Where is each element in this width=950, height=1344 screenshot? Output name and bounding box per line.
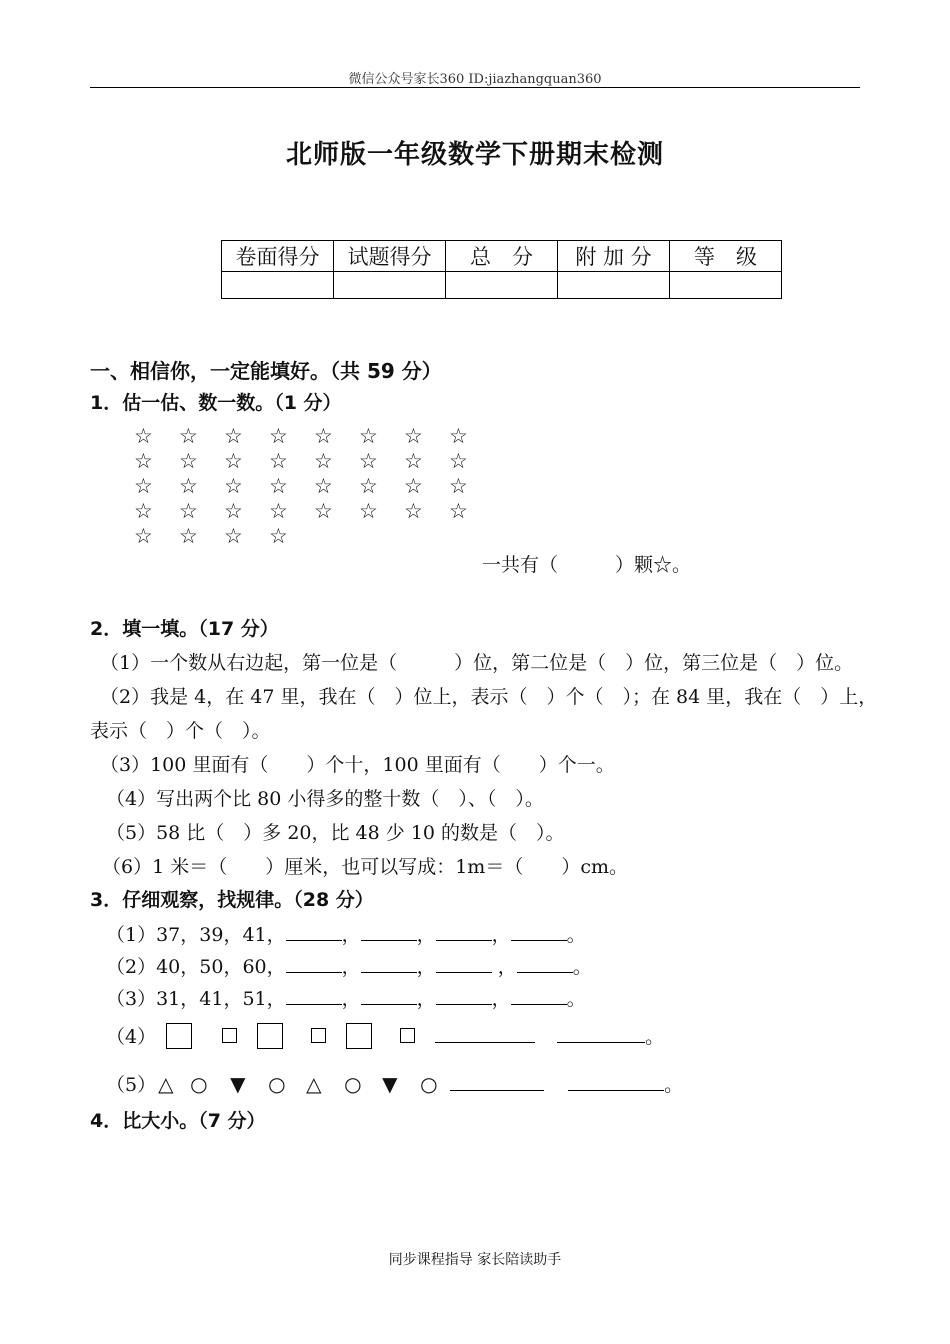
- star-icon: ☆: [359, 474, 378, 498]
- star-icon: ☆: [359, 449, 378, 473]
- fill-in-line: （5）58 比（ ）多 20，比 48 少 10 的数是（ ）。: [106, 822, 565, 844]
- sequence-line-3: （3）31，41，51， ， ， ， 。: [106, 988, 586, 1010]
- answer-blank[interactable]: [361, 988, 417, 1005]
- star-row: [134, 524, 494, 549]
- star-count-answer-line: 一共有（ ）颗☆。: [482, 554, 692, 576]
- star-icon: ☆: [314, 424, 333, 448]
- pattern-end: 。: [645, 1026, 665, 1048]
- star-icon: ☆: [179, 524, 198, 548]
- filled-down-triangle-icon: ▼: [382, 1071, 398, 1096]
- sequence-label: （1）37，39，41，: [106, 924, 286, 946]
- star-icon: ☆: [269, 449, 288, 473]
- star-icon: ☆: [449, 499, 468, 523]
- sequence-end: 。: [566, 924, 586, 946]
- sequence-end: 。: [572, 956, 592, 978]
- page-header: 微信公众号家长360 ID:jiazhangquan360: [348, 72, 602, 87]
- triangle-icon: △: [306, 1071, 322, 1096]
- star-icon: ☆: [134, 424, 153, 448]
- answer-blank[interactable]: [361, 956, 417, 973]
- score-header-cell: 总 分: [446, 241, 558, 272]
- score-table-header-row: [222, 241, 782, 272]
- circle-icon: ○: [344, 1071, 362, 1096]
- score-table-value-row: [222, 272, 782, 299]
- star-icon: ☆: [449, 449, 468, 473]
- score-header-cell: 附 加 分: [558, 241, 670, 272]
- answer-blank[interactable]: [286, 956, 342, 973]
- fill-in-line: （3）100 里面有（ ）个十，100 里面有（ ）个一。: [100, 754, 615, 776]
- star-icon: ☆: [134, 449, 153, 473]
- circle-icon: ○: [268, 1071, 286, 1096]
- answer-blank[interactable]: [511, 988, 567, 1005]
- star-icon: ☆: [359, 499, 378, 523]
- pattern-end: 。: [664, 1074, 684, 1096]
- score-value-cell[interactable]: [446, 272, 558, 299]
- star-row: [134, 499, 494, 524]
- answer-blank[interactable]: [436, 988, 492, 1005]
- star-icon: ☆: [314, 499, 333, 523]
- answer-blank[interactable]: [436, 924, 492, 941]
- star-icon: ☆: [449, 424, 468, 448]
- shape-pattern-line-4: [106, 1022, 664, 1049]
- star-grid: [134, 424, 494, 549]
- answer-blank[interactable]: [361, 924, 417, 941]
- circle-icon: ○: [420, 1071, 438, 1096]
- score-value-cell[interactable]: [334, 272, 446, 299]
- sequence-line-1: （1）37，39，41， ， ， ， 。: [106, 924, 586, 946]
- star-icon: ☆: [224, 474, 243, 498]
- circle-icon: ○: [190, 1071, 208, 1096]
- star-icon: ☆: [404, 424, 423, 448]
- answer-blank[interactable]: [286, 924, 342, 941]
- star-icon: ☆: [179, 499, 198, 523]
- star-icon: ☆: [314, 449, 333, 473]
- star-icon: ☆: [314, 474, 333, 498]
- answer-blank[interactable]: [450, 1076, 544, 1091]
- star-icon: ☆: [224, 499, 243, 523]
- small-square-icon: [222, 1028, 237, 1043]
- question-2-heading: 2．填一填。（17 分）: [90, 618, 279, 640]
- star-icon: ☆: [269, 424, 288, 448]
- question-1-heading: 1．估一估、数一数。（1 分）: [90, 392, 342, 414]
- score-table: [221, 240, 782, 299]
- sequence-end: 。: [566, 988, 586, 1010]
- answer-blank[interactable]: [517, 956, 573, 973]
- question-4-heading: 4．比大小。（7 分）: [90, 1110, 266, 1132]
- page-footer: 同步课程指导 家长陪读助手: [388, 1252, 562, 1268]
- triangle-icon: △: [158, 1071, 174, 1096]
- small-square-icon: [311, 1028, 326, 1043]
- star-row: [134, 474, 494, 499]
- star-icon: ☆: [404, 449, 423, 473]
- shape-pattern-line-5: [106, 1070, 683, 1097]
- star-icon: ☆: [134, 524, 153, 548]
- filled-down-triangle-icon: ▼: [230, 1071, 246, 1096]
- star-icon: ☆: [404, 499, 423, 523]
- score-header-cell: 等 级: [670, 241, 782, 272]
- small-square-icon: [400, 1028, 415, 1043]
- fill-in-line: （4）写出两个比 80 小得多的整十数（ ）、（ ）。: [106, 788, 544, 810]
- answer-blank[interactable]: [557, 1028, 645, 1043]
- sequence-label: （2）40，50，60，: [106, 956, 286, 978]
- score-value-cell[interactable]: [222, 272, 334, 299]
- star-icon: ☆: [269, 524, 288, 548]
- score-value-cell[interactable]: [558, 272, 670, 299]
- star-icon: ☆: [449, 474, 468, 498]
- pattern-label: （5）: [106, 1074, 157, 1096]
- score-value-cell[interactable]: [670, 272, 782, 299]
- answer-blank[interactable]: [435, 1028, 535, 1043]
- star-icon: ☆: [179, 449, 198, 473]
- header-rule: [90, 87, 860, 88]
- sequence-label: （3）31，41，51，: [106, 988, 286, 1010]
- score-header-cell: 卷面得分: [222, 241, 334, 272]
- star-icon: ☆: [179, 474, 198, 498]
- fill-in-line: （1）一个数从右边起，第一位是（ ）位，第二位是（ ）位，第三位是（ ）位。: [100, 652, 854, 674]
- big-square-icon: [257, 1023, 283, 1049]
- fill-in-line: （6）1 米＝（ ）厘米，也可以写成：1m＝（ ）cm。: [102, 856, 628, 878]
- star-icon: ☆: [179, 424, 198, 448]
- star-icon: ☆: [269, 499, 288, 523]
- answer-blank[interactable]: [511, 924, 567, 941]
- answer-blank[interactable]: [436, 956, 492, 973]
- star-row: [134, 424, 494, 449]
- star-icon: ☆: [224, 424, 243, 448]
- question-3-heading: 3．仔细观察，找规律。（28 分）: [90, 889, 374, 911]
- star-icon: ☆: [404, 474, 423, 498]
- star-icon: ☆: [134, 499, 153, 523]
- star-icon: ☆: [134, 474, 153, 498]
- fill-in-line: 表示（ ）个（ ）。: [90, 720, 271, 742]
- score-header-cell: 试题得分: [334, 241, 446, 272]
- star-icon: ☆: [359, 424, 378, 448]
- answer-blank[interactable]: [286, 988, 342, 1005]
- sequence-line-2: （2）40，50，60， ， ， ， 。: [106, 956, 592, 978]
- page-title: 北师版一年级数学下册期末检测: [285, 140, 664, 170]
- star-icon: ☆: [224, 524, 243, 548]
- star-row: [134, 449, 494, 474]
- answer-blank[interactable]: [568, 1076, 664, 1091]
- big-square-icon: [166, 1023, 192, 1049]
- big-square-icon: [346, 1023, 372, 1049]
- star-icon: ☆: [269, 474, 288, 498]
- fill-in-line: （2）我是 4，在 47 里，我在（ ）位上，表示（ ）个（ ）；在 84 里，我在（ ）上，: [100, 686, 878, 708]
- star-icon: ☆: [224, 449, 243, 473]
- pattern-label: （4）: [106, 1026, 157, 1048]
- section-heading: 一、相信你，一定能填好。（共 59 分）: [90, 359, 442, 383]
